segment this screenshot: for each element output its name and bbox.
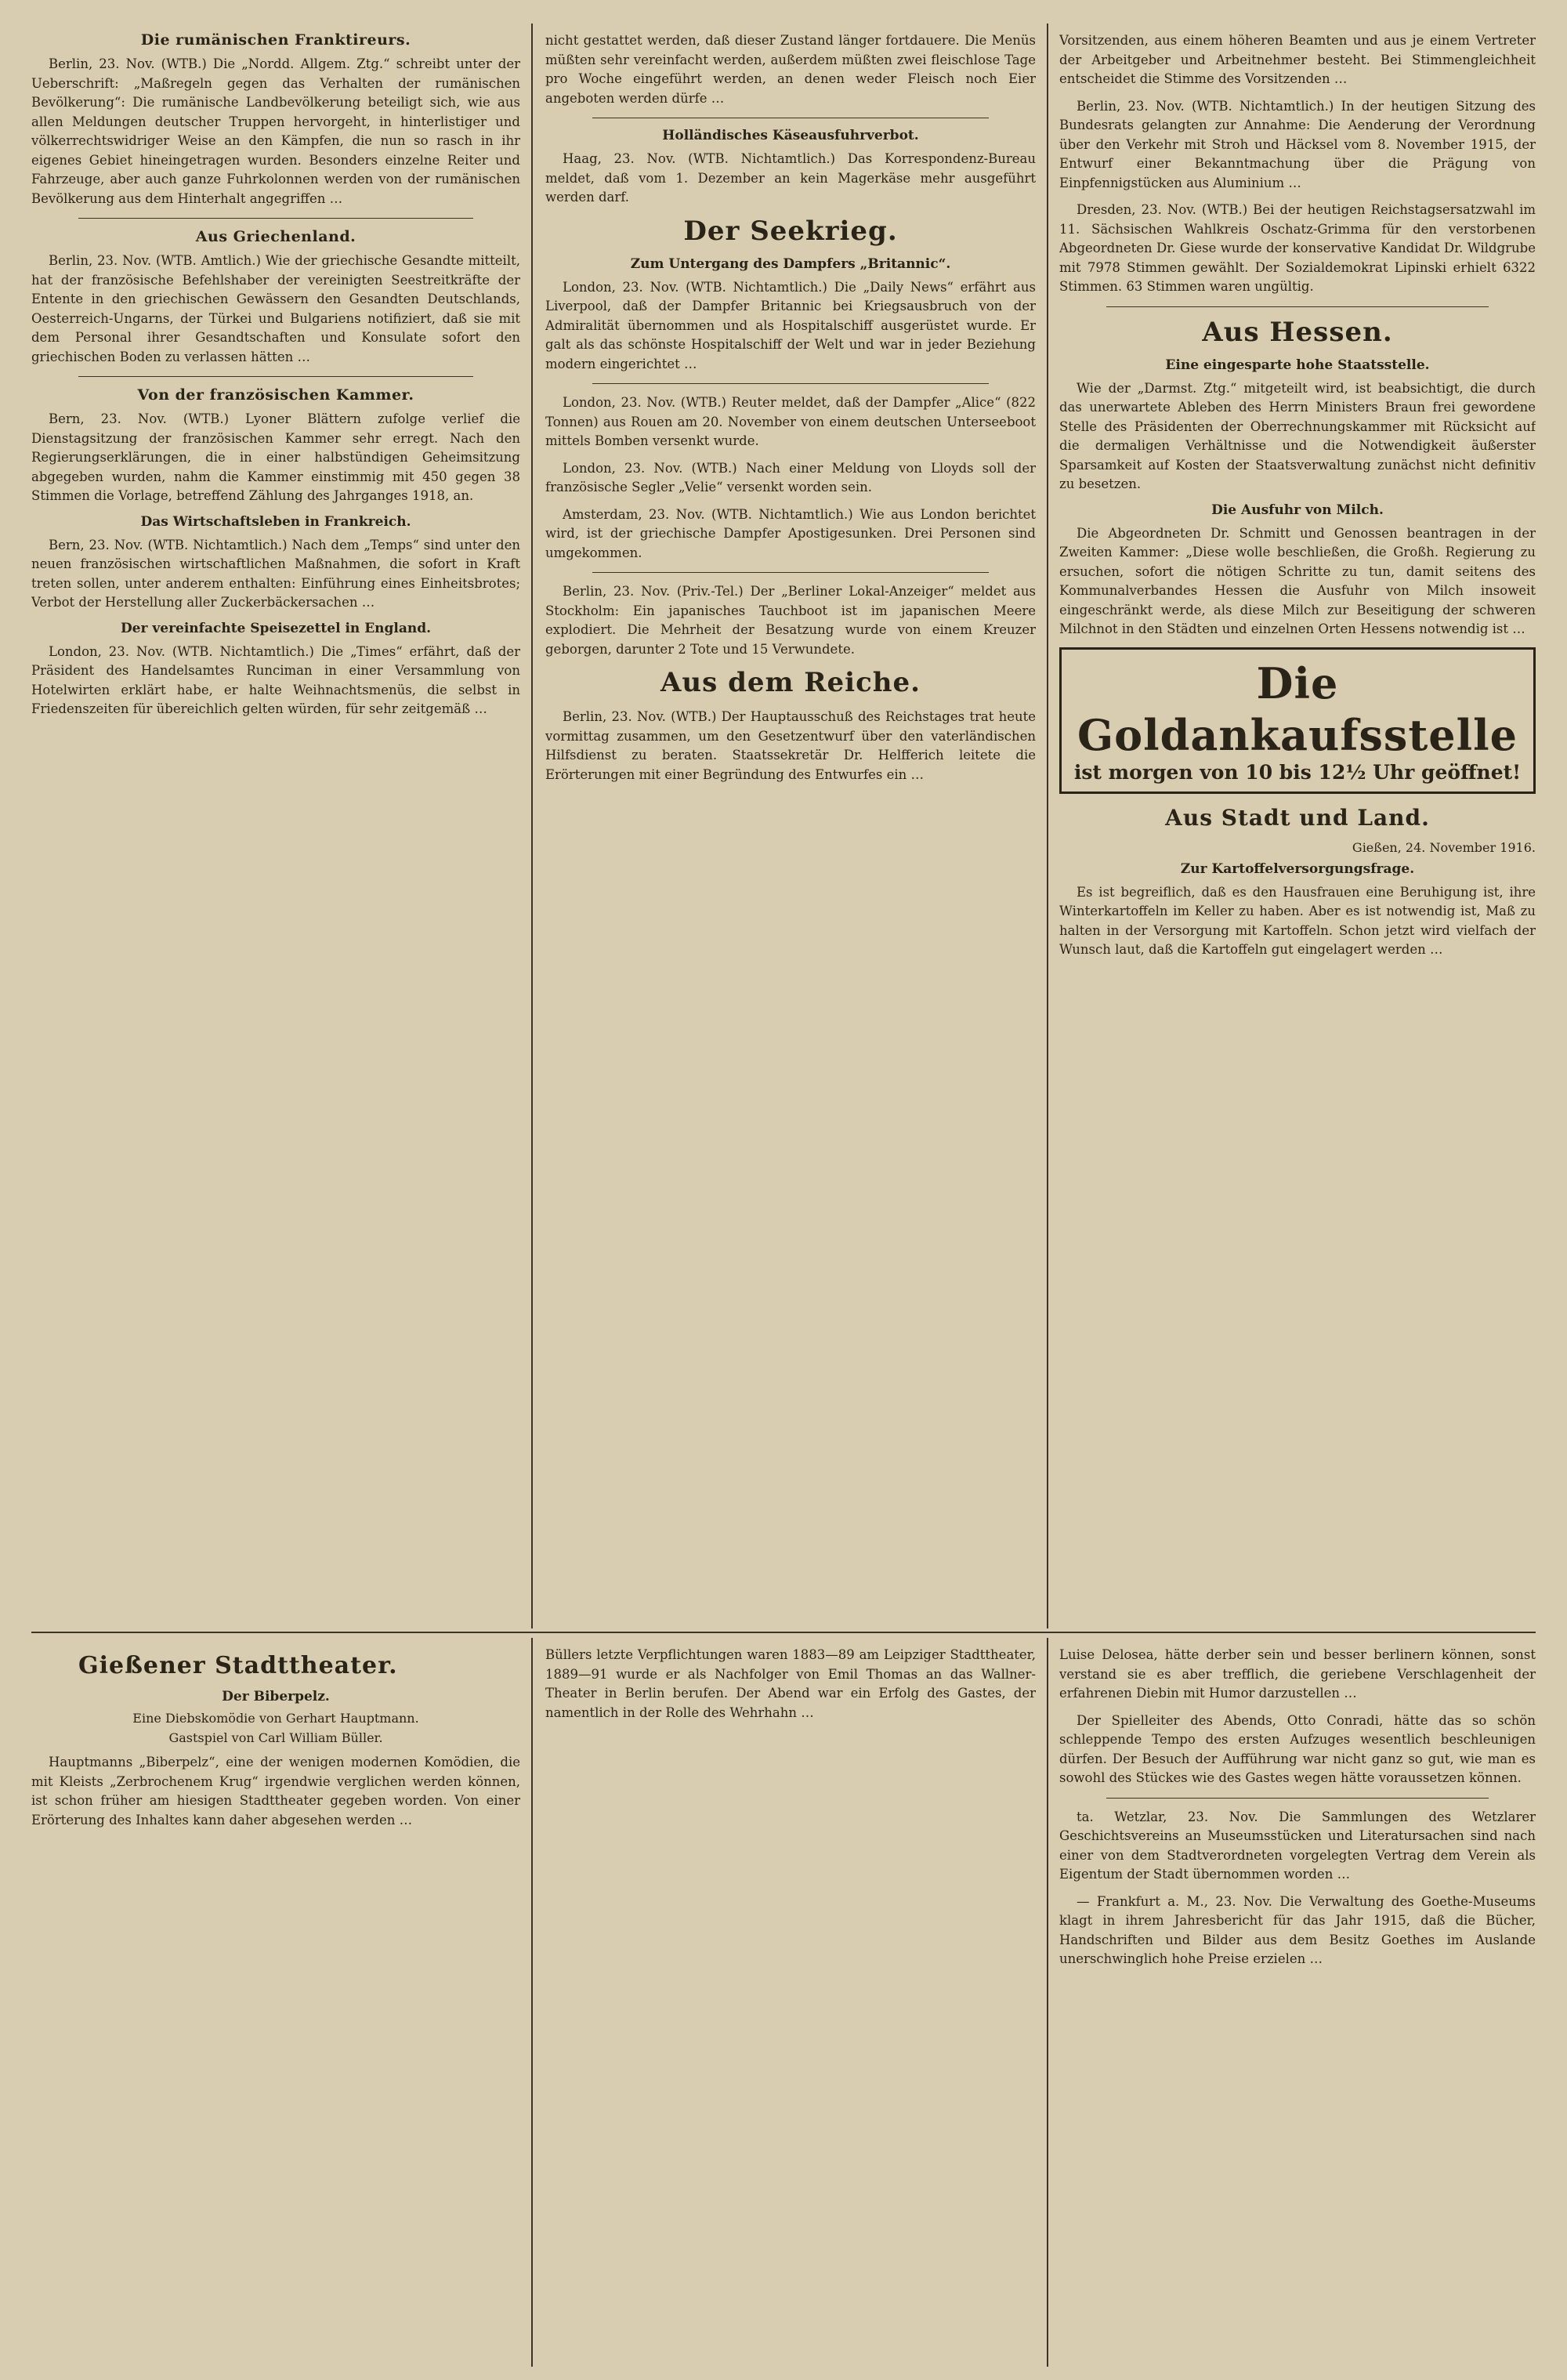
article-text: Bern, 23. Nov. (WTB.) Lyoner Blättern zufolge verlief die Dienstagsitzung der französischen Kammer sehr erregt. Nach den Regierungserklärungen, die in einer halbstündigen Geheimsitzung abgegeben wurden, nahm die Kammer einstimmig mit 450 gegen 38 Stimmen die Vorlage, betreffend Zählung des Jahrganges 1918, an. xyxy=(31,411,520,503)
divider xyxy=(592,572,989,573)
article-text: London, 23. Nov. (WTB. Nichtamtlich.) Die „Daily News“ erfährt aus Liverpool, daß der Dampfer Britannic bei Kriegsausbruch von der Admiralität übernommen und als Hospitalschiff ausgerüstet wurde. Er galt als das schönste Hospitalschiff der Welt und war in jeder Beziehung modern eingerichtet … xyxy=(545,279,1036,371)
bottom-column-2 xyxy=(545,1646,1036,2367)
section-title: Aus Griechenland. xyxy=(195,228,356,245)
section-subtitle: Zur Kartoffelversorgungsfrage. xyxy=(1180,860,1415,877)
bottom-column-3 xyxy=(1059,1646,1536,2367)
divider xyxy=(592,383,989,384)
article-text: London, 23. Nov. (WTB. Nichtamtlich.) Die „Times“ erfährt, daß der Präsident des Handelsamtes Runciman in einer Versammlung von Hotelwirten erklärt habe, er halte Weihnachtsmenüs, die selbst in Friedenszeiten für übereichlich gelten würden, für sehr zeitgemäß … xyxy=(31,643,520,716)
ad-subtitle: ist morgen von 10 bis 12½ Uhr geöffnet! xyxy=(1073,760,1522,784)
section-heading: Der Seekrieg. xyxy=(683,215,898,247)
column-2 xyxy=(545,31,1036,1622)
section-title: Die rumänischen Franktireurs. xyxy=(140,31,411,49)
section-title: Von der französischen Kammer. xyxy=(137,386,414,404)
section-heading: Aus dem Reiche. xyxy=(660,667,921,698)
play-title: Der Biberpelz. xyxy=(222,1689,330,1704)
article-text: Haag, 23. Nov. (WTB. Nichtamtlich.) Das Korrespondenz-Bureau meldet, daß vom 1. Dezember an kein Magerkäse mehr ausgeführt werden darf. xyxy=(545,151,1036,205)
divider xyxy=(78,376,473,377)
article-text: Berlin, 23. Nov. (WTB. Amtlich.) Wie der griechische Gesandte mitteilt, hat der französische Befehlshaber der vereinigten Seestreitkräfte der Entente in den griechischen Gewässern den Gesandten Deutschlands, Oesterreich-Ungarns, der Türkei und Bulgariens notifiziert, daß sie mit dem Personal ihrer Gesandtschaften und Konsulate sofort den griechischen Boden zu verlassen hätten … xyxy=(31,253,520,364)
article-text: Vorsitzenden, aus einem höheren Beamten und aus je einem Vertreter der Arbeitgeber und Arbeitnehmer besteht. Bei Stimmengleichheit entscheidet die Stimme des Vorsitzenden … xyxy=(1059,33,1536,86)
article-text: nicht gestattet werden, daß dieser Zustand länger fortdauere. Die Menüs müßten sehr vereinfacht werden, außerdem müßten zwei fleischlose Tage pro Woche eingeführt werden, an denen weder Fleisch noch Eier angeboten werden dürfe … xyxy=(545,33,1036,106)
section-heading: Aus Stadt und Land. xyxy=(1165,804,1430,831)
section-subtitle: Die Ausfuhr von Milch. xyxy=(1211,502,1384,518)
column-rule xyxy=(1047,24,1048,1628)
article-text: Berlin, 23. Nov. (WTB. Nichtamtlich.) In der heutigen Sitzung des Bundesrats gelangten zur Annahme: Die Aenderung der Verordnung über den Verkehr mit Stroh und Häcksel vom 8. November 1915, der Entwurf einer Bekanntmachung über die Prägung von Einpfennigstücken aus Aluminium … xyxy=(1059,98,1536,190)
article-text: Dresden, 23. Nov. (WTB.) Bei der heutigen Reichstagsersatzwahl im 11. Sächsischen Wahlkreis Oschatz-Grimma für den verstorbenen Abgeordneten Dr. Giese wurde der konservative Kandidat Dr. Wildgrube mit 7978 Stimmen gewählt. Der Sozialdemokrat Lipinski erhielt 6322 Stimmen. 63 Stimmen waren ungültig. xyxy=(1059,202,1536,294)
section-heading: Aus Hessen. xyxy=(1202,316,1393,348)
guest-line: Gastspiel von Carl William Büller. xyxy=(168,1730,383,1745)
column-3 xyxy=(1059,31,1536,1622)
article-text: Büllers letzte Verpflichtungen waren 1883—89 am Leipziger Stadttheater, 1889—91 wurde er als Nachfolger von Emil Thomas an das Wallner-Theater in Berlin berufen. Der Abend war ein Erfolg des Gastes, der namentlich in der Rolle des Wehrhahn … xyxy=(545,1647,1036,1720)
article-text: Die Abgeordneten Dr. Schmitt und Genossen beantragen in der Zweiten Kammer: „Diese wolle beschließen, die Großh. Regierung zu ersuchen, sofort die nötigen Schritte zu tun, damit seitens des Kommunalverbandes Hessen die Ausfuhr von Milch insoweit eingeschränkt werde, als diese Milch zur Beseitigung der schweren Milchnot in den Städten und einzelnen Orten Hessens notwendig ist … xyxy=(1059,525,1536,636)
divider xyxy=(78,218,473,219)
goldankauf-advertisement xyxy=(1059,647,1536,794)
article-text: Bern, 23. Nov. (WTB. Nichtamtlich.) Nach dem „Temps“ sind unter den neuen französischen wirtschaftlichen Maßnahmen, die sofort in Kraft treten sollen, unter anderem enthalten: Einführung eines Einheitsbrotes; Verbot der Herstellung aller Zuckerbäckersachen … xyxy=(31,537,520,610)
divider xyxy=(1106,1798,1489,1799)
article-text: Berlin, 23. Nov. (Priv.-Tel.) Der „Berliner Lokal-Anzeiger“ meldet aus Stockholm: Ein japanisches Tauchboot ist im japanischen Meere explodiert. Die Mehrheit der Besatzung wurde von einem Kreuzer geborgen, darunter 2 Tote und 15 Verwundete. xyxy=(545,584,1036,657)
article-text: Hauptmanns „Biberpelz“, eine der wenigen modernen Komödien, die mit Kleists „Zerbrochenem Krug“ irgendwie verglichen werden können, ist schon früher am hiesigen Stadttheater gegeben worden. Von einer Erörterung des Inhaltes kann daher abgesehen werden … xyxy=(31,1755,520,1828)
ad-title: Die Goldankaufsstelle xyxy=(1077,657,1518,760)
article-text: London, 23. Nov. (WTB.) Nach einer Meldung von Lloyds soll der französische Segler „Velie“ versenkt worden sein. xyxy=(545,460,1036,494)
article-text: Amsterdam, 23. Nov. (WTB. Nichtamtlich.) Wie aus London berichtet wird, ist der griechische Dampfer Apostigesunken. Drei Personen sind umgekommen. xyxy=(545,506,1036,560)
column-rule xyxy=(531,24,533,1628)
bottom-column-1 xyxy=(31,1646,520,2367)
column-1 xyxy=(31,31,520,1622)
article-text: Es ist begreiflich, daß es den Hausfrauen eine Beruhigung ist, ihre Winterkartoffeln im Keller zu haben. Aber es ist notwendig ist, Maß zu halten in der Versorgung mit Kartoffeln. Schon jetzt wird vielfach der Wunsch laut, daß die Kartoffeln gut eingelagert werden … xyxy=(1059,884,1536,957)
column-rule xyxy=(1047,1638,1048,2367)
theater-heading: Gießener Stadttheater. xyxy=(78,1652,398,1679)
play-subtitle: Eine Diebskomödie von Gerhart Hauptmann. xyxy=(132,1711,419,1726)
article-text: Der Spielleiter des Abends, Otto Conradi, hätte das so schön schleppende Tempo des ersten Aufzuges wesentlich beschleunigen dürfen. Der Besuch der Aufführung war nicht ganz so gut, wie man es sowohl des Stückes wie des Gastes wegen hätte voraussetzen können. xyxy=(1059,1712,1536,1785)
article-text: — Frankfurt a. M., 23. Nov. Die Verwaltung des Goethe-Museums klagt in ihrem Jahresbericht für das Jahr 1915, daß die Bücher, Handschriften und Bilder aus dem Besitz Goethes im Auslande unerschwinglich hohe Preise erzielen … xyxy=(1059,1893,1536,1966)
section-subtitle: Der vereinfachte Speisezettel in England. xyxy=(120,620,432,636)
dateline: Gießen, 24. November 1916. xyxy=(1352,839,1536,855)
article-text: Wie der „Darmst. Ztg.“ mitgeteilt wird, ist beabsichtigt, die durch das unerwartete Ableben des Herrn Ministers Braun frei gewordene Stelle des Präsidenten der Oberrechnungskammer mit Rücksicht auf die dermaligen Verhältnisse und die Notwendigkeit äußerster Sparsamkeit auf Kosten der Staatsverwaltung zunächst nicht definitiv zu besetzen. xyxy=(1059,380,1536,491)
article-text: Berlin, 23. Nov. (WTB.) Der Hauptausschuß des Reichstages trat heute vormittag zusammen, um den Gesetzentwurf über den vaterländischen Hilfsdienst zu beraten. Staatssekretär Dr. Helfferich leitete die Erörterungen mit einer Begründung des Entwurfes ein … xyxy=(545,709,1036,782)
section-subtitle: Zum Untergang des Dampfers „Britannic“. xyxy=(630,255,951,272)
article-text: Berlin, 23. Nov. (WTB.) Die „Nordd. Allgem. Ztg.“ schreibt unter der Ueberschrift: „Maßregeln gegen das Verhalten der rumänischen Bevölkerung“: Die rumänische Landbevölkerung beteiligt sich, wie aus allen Meldungen deutscher Truppen hervorgeht, in hinterlistiger und völkerrechtswidriger Weise an den Kämpfen, die nun so rasch in ihr eigenes Gebiet hineingetragen wurden. Besonders einzelne Reiter und Fahrzeuge, aber auch ganze Fuhrkolonnen werden von der rumänischen Bevölkerung aus dem Hinterhalt angegriffen … xyxy=(31,56,520,206)
article-text: ta. Wetzlar, 23. Nov. Die Sammlungen des Wetzlarer Geschichtsvereins an Museumsstücken und Literatursachen sind nach einer von dem Stadtverordneten vorgelegten Vertrag dem Verein als Eigentum der Stadt übernommen worden … xyxy=(1059,1809,1536,1882)
column-rule xyxy=(531,1638,533,2367)
section-subtitle: Das Wirtschaftsleben in Frankreich. xyxy=(140,513,411,530)
article-text: London, 23. Nov. (WTB.) Reuter meldet, daß der Dampfer „Alice“ (822 Tonnen) aus Rouen am 20. November von einem deutschen Unterseeboot mittels Bomben versenkt wurde. xyxy=(545,395,1036,448)
section-subtitle: Holländisches Käseausfuhrverbot. xyxy=(662,128,919,143)
article-text: Luise Delosea, hätte derber sein und besser berlinern können, sonst verstand sie es aber trefflich, die geriebene Verschlagenheit der erfahrenen Diebin mit Humor darzustellen … xyxy=(1059,1647,1536,1701)
divider xyxy=(1106,306,1489,307)
section-subtitle: Eine eingesparte hohe Staatsstelle. xyxy=(1165,357,1430,373)
section-rule xyxy=(31,1632,1536,1633)
